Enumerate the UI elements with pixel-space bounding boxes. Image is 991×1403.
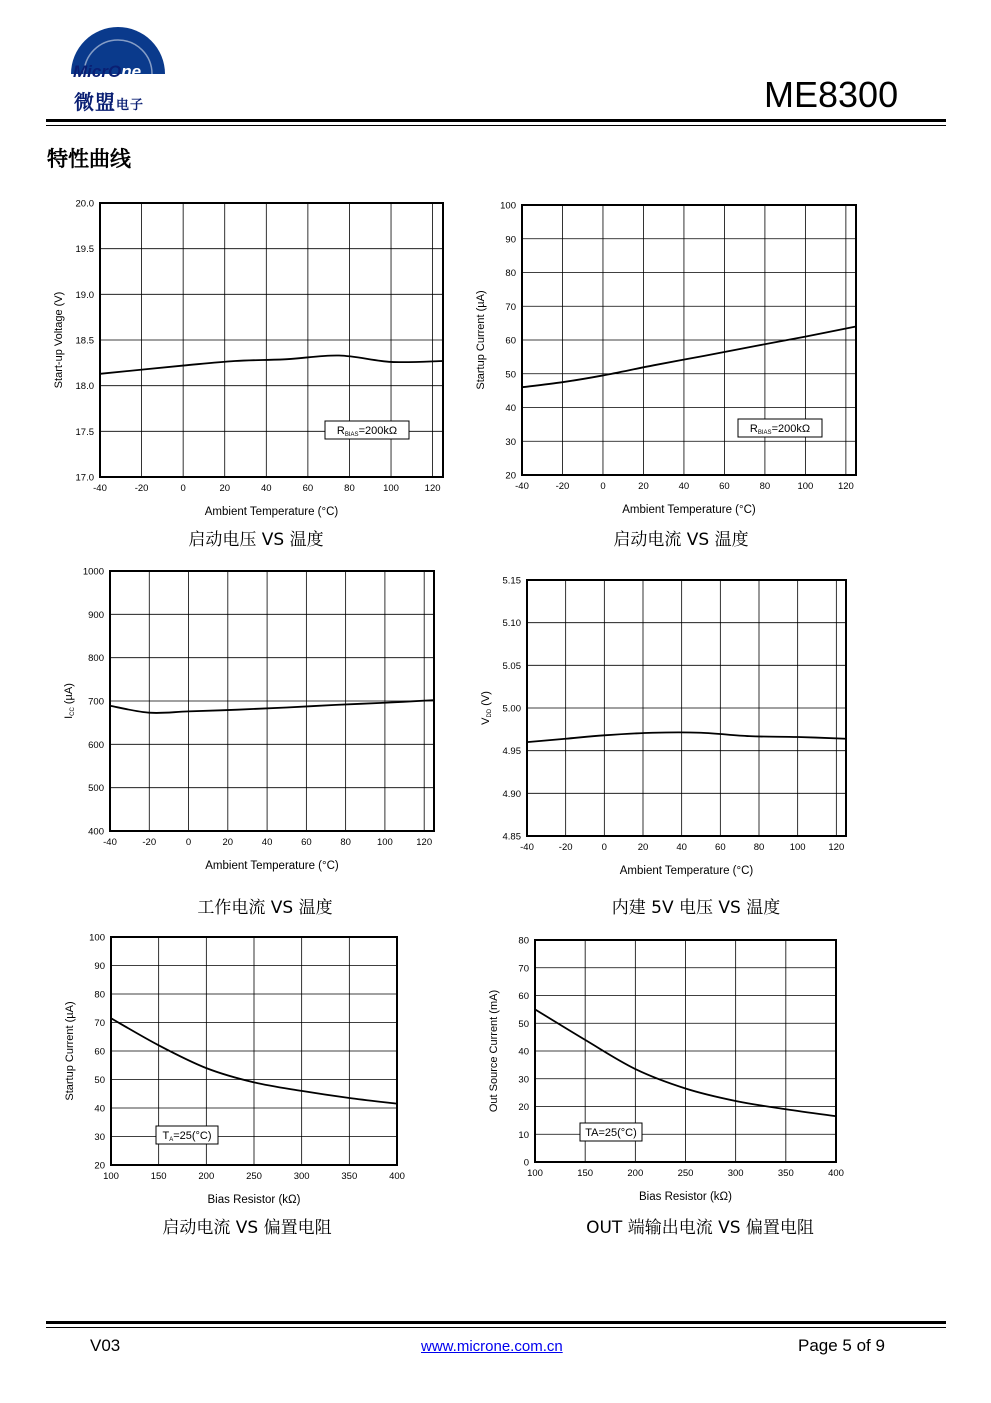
y-tick-label: 30 (505, 436, 516, 448)
x-tick-label: 60 (719, 481, 730, 492)
y-tick-label: 60 (518, 991, 529, 1002)
y-tick-label: 20 (505, 470, 516, 482)
x-tick-label: 300 (727, 1168, 744, 1179)
y-tick-label: 18.5 (75, 335, 94, 347)
y-tick-label: 800 (88, 653, 104, 665)
y-tick-label: 30 (94, 1132, 105, 1143)
x-tick-label: 60 (302, 483, 314, 494)
footer-page-number: Page 5 of 9 (798, 1336, 885, 1355)
x-tick-label: 100 (789, 842, 806, 853)
x-tick-label: 100 (383, 483, 399, 494)
logo-chinese: 微盟电子 (74, 92, 145, 114)
y-tick-label: 17.5 (75, 426, 94, 438)
website-link[interactable]: www.microne.com.cn (421, 1338, 563, 1355)
y-tick-label: 50 (518, 1018, 529, 1030)
x-tick-label: -40 (515, 481, 529, 492)
x-tick-label: 120 (837, 481, 854, 492)
x-tick-label: 80 (340, 837, 351, 848)
x-tick-label: 150 (150, 1171, 167, 1182)
x-tick-label: 20 (637, 842, 649, 853)
x-tick-label: -40 (103, 837, 117, 848)
x-axis-label: Bias Resistor (kΩ) (207, 1194, 301, 1206)
y-tick-label: 80 (94, 989, 105, 1001)
caption-chart-5: 启动电流 VS 偏置电阻 (162, 1218, 332, 1238)
y-tick-label: 5.00 (502, 703, 521, 715)
y-tick-label: 4.95 (502, 746, 521, 758)
y-tick-label: 100 (89, 932, 105, 944)
y-tick-label: 40 (94, 1103, 105, 1115)
x-tick-label: -20 (134, 483, 149, 494)
x-tick-label: -20 (558, 842, 573, 853)
x-tick-label: 0 (600, 481, 606, 492)
y-tick-label: 700 (88, 696, 104, 708)
y-tick-label: 60 (94, 1046, 105, 1058)
y-tick-label: 40 (505, 403, 516, 414)
x-tick-label: 120 (828, 842, 845, 853)
y-tick-label: 4.85 (502, 831, 521, 843)
y-tick-label: 40 (518, 1046, 529, 1058)
x-tick-label: 80 (753, 842, 765, 853)
y-tick-label: 18.0 (75, 381, 94, 393)
y-tick-label: 20 (518, 1102, 529, 1113)
footer-version: V03 (90, 1336, 121, 1355)
x-axis-label: Ambient Temperature (°C) (205, 860, 339, 872)
x-tick-label: 300 (293, 1171, 310, 1182)
y-tick-label: 900 (88, 609, 104, 621)
y-tick-label: 500 (88, 783, 104, 795)
y-tick-label: 5.05 (502, 660, 521, 672)
caption-chart-3: 工作电流 VS 温度 (197, 898, 333, 918)
x-tick-label: 400 (828, 1168, 844, 1179)
y-tick-label: 5.10 (502, 618, 521, 630)
x-tick-label: 100 (527, 1168, 543, 1179)
x-tick-label: 40 (261, 483, 272, 494)
y-tick-label: 20.0 (75, 198, 94, 210)
x-tick-label: 250 (246, 1171, 262, 1182)
caption-chart-6: OUT 端输出电流 VS 偏置电阻 (586, 1218, 814, 1238)
x-tick-label: 250 (677, 1168, 694, 1179)
y-axis-label: Out Source Current (mA) (488, 989, 500, 1113)
x-tick-label: -40 (520, 842, 534, 853)
y-tick-label: 70 (505, 301, 516, 313)
x-tick-label: 0 (601, 842, 607, 853)
y-tick-label: 50 (505, 369, 516, 381)
y-tick-label: 5.15 (502, 575, 521, 587)
x-tick-label: 100 (376, 837, 393, 848)
x-tick-label: 400 (389, 1171, 405, 1182)
x-tick-label: 350 (341, 1171, 358, 1182)
y-tick-label: 70 (518, 963, 529, 975)
x-tick-label: 350 (777, 1168, 794, 1179)
x-tick-label: 20 (222, 837, 234, 848)
y-tick-label: 17.0 (75, 472, 94, 484)
y-axis-label: Startup Current (µA) (64, 1001, 76, 1101)
y-axis-label: Startup Current (µA) (475, 290, 487, 390)
y-tick-label: 1000 (82, 566, 104, 578)
x-tick-label: 100 (797, 481, 814, 492)
y-tick-label: 70 (94, 1018, 105, 1029)
x-tick-label: 20 (219, 483, 231, 494)
y-axis-label: ICC (µA) (63, 683, 76, 719)
annotation-label: RBIAS=200kΩ (336, 425, 398, 438)
x-tick-label: 200 (627, 1168, 644, 1179)
x-tick-label: 20 (638, 481, 649, 492)
x-tick-label: 150 (577, 1168, 594, 1179)
x-tick-label: -20 (555, 481, 570, 492)
annotation-label: TA=25(°C) (585, 1127, 637, 1139)
y-axis-label: Start-up Voltage (V) (53, 291, 65, 389)
x-axis-label: Ambient Temperature (°C) (619, 865, 754, 877)
x-tick-label: 80 (759, 481, 771, 492)
annotation-label: TA=25(°C) (162, 1130, 212, 1143)
y-tick-label: 0 (523, 1157, 529, 1169)
x-tick-label: 0 (185, 837, 192, 848)
logo-wordmark: MicrOne (73, 62, 142, 81)
x-tick-label: 200 (198, 1171, 215, 1182)
y-tick-label: 30 (518, 1074, 529, 1086)
y-tick-label: 10 (518, 1129, 529, 1141)
x-axis-label: Bias Resistor (kΩ) (639, 1191, 732, 1203)
section-title: 特性曲线 (47, 147, 131, 171)
annotation-label: RBIAS=200kΩ (749, 423, 811, 436)
x-tick-label: 120 (424, 483, 441, 494)
x-tick-label: 60 (715, 842, 726, 853)
x-tick-label: 40 (676, 842, 687, 853)
caption-chart-2: 启动电流 VS 温度 (613, 530, 749, 550)
y-tick-label: 90 (94, 961, 105, 972)
x-tick-label: 40 (261, 837, 273, 848)
footer-link-container (421, 1336, 563, 1356)
y-tick-label: 80 (518, 935, 529, 947)
x-tick-label: 100 (103, 1171, 119, 1182)
y-axis-label: VDD (V) (480, 691, 493, 725)
x-axis-label: Ambient Temperature (°C) (622, 504, 756, 516)
x-axis-label: Ambient Temperature (°C) (204, 506, 339, 518)
y-tick-label: 80 (505, 268, 516, 279)
x-tick-label: 80 (344, 483, 355, 494)
y-tick-label: 19.5 (75, 244, 94, 256)
y-tick-label: 19.0 (75, 289, 94, 301)
y-tick-label: 4.90 (502, 788, 521, 800)
y-tick-label: 20 (94, 1160, 105, 1172)
x-tick-label: -20 (142, 837, 157, 848)
caption-chart-1: 启动电压 VS 温度 (188, 530, 324, 550)
y-tick-label: 600 (88, 739, 104, 751)
footer-rule-thin (46, 1327, 946, 1328)
footer-rule (46, 1321, 946, 1324)
y-tick-label: 60 (505, 335, 516, 347)
y-tick-label: 90 (505, 234, 516, 246)
x-tick-label: 120 (416, 837, 433, 848)
y-tick-label: 400 (88, 826, 104, 838)
x-tick-label: 40 (678, 481, 690, 492)
y-tick-label: 100 (500, 200, 516, 212)
y-tick-label: 50 (94, 1075, 105, 1086)
part-number: ME8300 (764, 74, 899, 115)
x-tick-label: -40 (93, 483, 107, 494)
x-tick-label: 0 (180, 483, 186, 494)
x-tick-label: 60 (301, 837, 312, 848)
caption-chart-4: 内建 5V 电压 VS 温度 (611, 898, 781, 918)
